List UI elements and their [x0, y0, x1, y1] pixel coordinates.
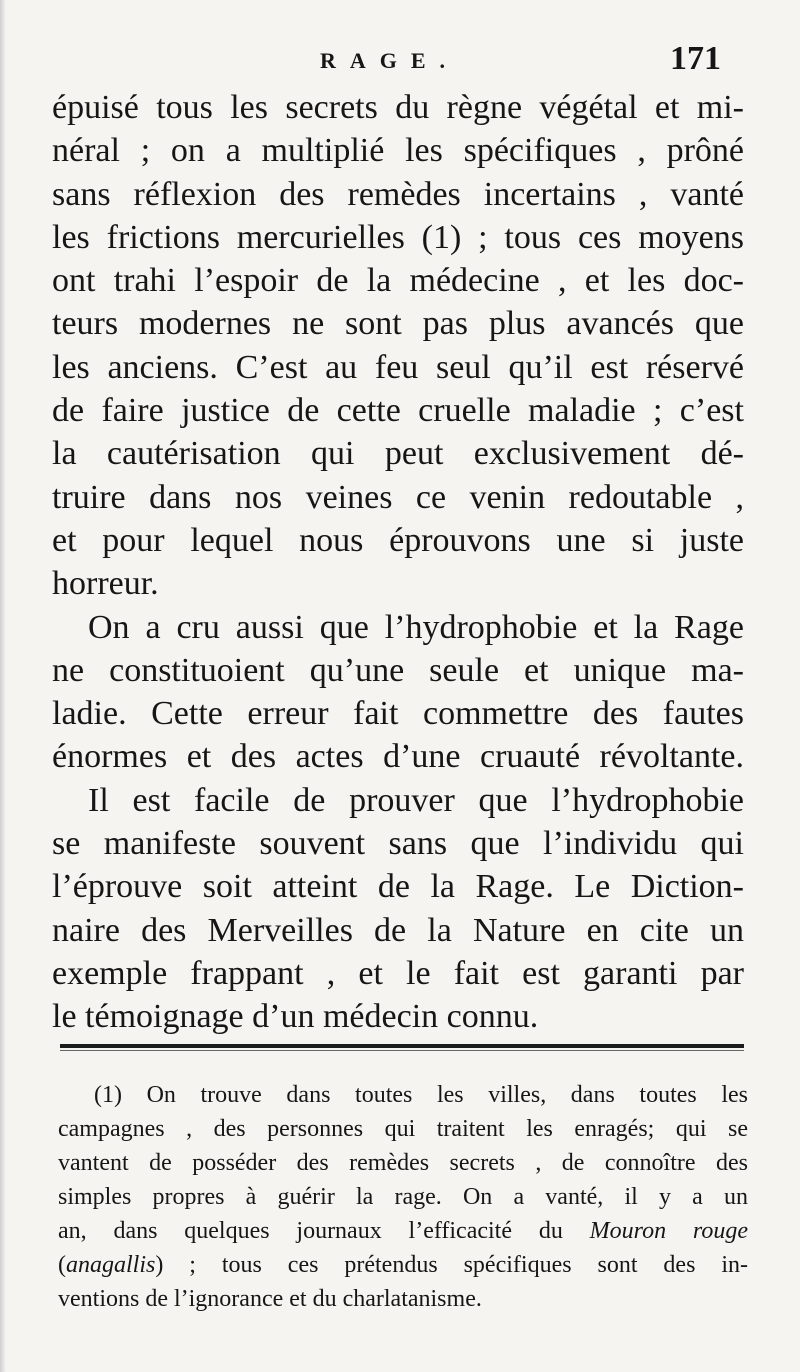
body-line: ont trahi l’espoir de la médecine , et les doc-	[52, 262, 744, 300]
page-number: 171	[670, 40, 721, 77]
footnote-italic-term: anagallis	[66, 1252, 156, 1278]
body-line: de faire justice de cette cruelle maladie ; c’est	[52, 392, 744, 430]
footnote-line: ventions de l’ignorance et du charlatanisme.	[58, 1286, 482, 1312]
body-line: teurs modernes ne sont pas plus avancés que	[52, 305, 744, 343]
footnote-text: an, dans quelques journaux l’efficacité du	[58, 1218, 590, 1244]
footnote-text: (	[58, 1252, 66, 1278]
footnote-line: campagnes , des personnes qui traitent les enragés; qui se	[58, 1116, 748, 1142]
body-line: On a cru aussi que l’hydrophobie et la Rage	[88, 608, 744, 646]
footnote-separator-thin-rule	[60, 1050, 744, 1051]
body-line: horreur.	[52, 565, 159, 603]
footnote-line	[58, 1214, 748, 1248]
body-line: énormes et des actes d’une cruauté révoltante.	[52, 738, 744, 776]
body-line: le témoignage d’un médecin connu.	[52, 998, 539, 1036]
footnote-line: (1) On trouve dans toutes les villes, dans toutes les	[94, 1082, 748, 1108]
footnote-text: ) ; tous ces prétendus spécifiques sont des in-	[155, 1252, 748, 1278]
body-line: ne constituoient qu’une seule et unique ma-	[52, 651, 744, 689]
footnote	[58, 1078, 748, 1316]
body-line: exemple frappant , et le fait est garanti par	[52, 954, 744, 992]
body-line: les anciens. C’est au feu seul qu’il est réservé	[52, 348, 744, 386]
footnote-line: simples propres à guérir la rage. On a vanté, il y a un	[58, 1184, 748, 1210]
footnote-italic-term: Mouron rouge	[589, 1218, 748, 1244]
running-head-title: RAGE.	[320, 48, 460, 73]
body-line: la cautérisation qui peut exclusivement dé-	[52, 435, 744, 473]
body-line: l’éprouve soit atteint de la Rage. Le Diction-	[52, 868, 744, 906]
body-line: et pour lequel nous éprouvons une si juste	[52, 521, 744, 559]
page-edge-shadow	[0, 0, 6, 1372]
footnote-line	[58, 1248, 748, 1282]
body-line: épuisé tous les secrets du règne végétal et mi-	[52, 89, 744, 126]
footnote-line: vantent de posséder des remèdes secrets , de connoître des	[58, 1150, 748, 1176]
body-line: néral ; on a multiplié les spécifiques , prôné	[52, 132, 744, 170]
running-head	[0, 40, 800, 84]
body-line: se manifeste souvent sans que l’individu qui	[52, 825, 744, 863]
body-text	[52, 86, 744, 1039]
body-line: Il est facile de prouver que l’hydrophobie	[88, 781, 744, 819]
body-line: ladie. Cette erreur fait commettre des fautes	[52, 695, 744, 733]
body-line: sans réflexion des remèdes incertains , vanté	[52, 175, 744, 213]
body-line: naire des Merveilles de la Nature en cite un	[52, 911, 744, 949]
body-line: les frictions mercurielles (1) ; tous ces moyens	[52, 218, 744, 256]
footnote-separator-rule	[60, 1044, 744, 1048]
body-line: truire dans nos veines ce venin redoutable ,	[52, 478, 744, 516]
